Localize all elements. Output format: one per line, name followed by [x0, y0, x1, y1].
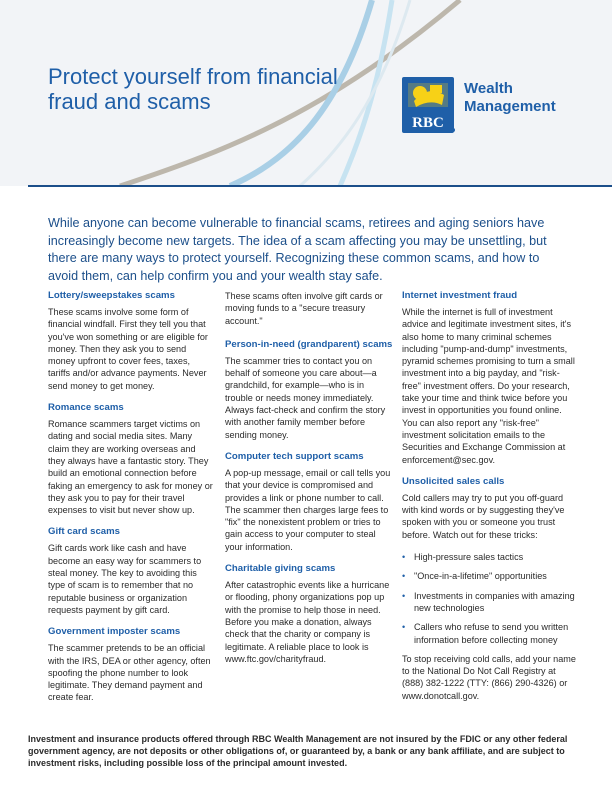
header-divider — [28, 185, 612, 187]
logo-text: RBC — [412, 115, 444, 131]
heading-internet-investment-fraud: Internet investment fraud — [402, 290, 518, 301]
page-title: Protect yourself from financial fraud and scams — [48, 64, 338, 114]
rbc-logo — [400, 77, 456, 135]
body-internet-investment-fraud: While the internet is full of investment advice and legitimate investment sites, it's also home to many criminal schemes including "pump-and-dump" investments, pyramid schemes promising to turn a small investment into a big payday, and "risk-free" investment offers. Do your research, take your time and think twice before you invest in opportunities you found online. You can also report any "risk-free" investment solicitation emails to the Securities and Exchange Commission at enforcement@sec.gov. — [402, 307, 575, 465]
body-government-imposter-scams: The scammer pretends to be an official with the IRS, DEA or other agency, often spoofing the phone number to look legitimate. They demand payment and create fear. — [48, 643, 211, 703]
disclaimer: Investment and insurance products offered through RBC Wealth Management are not insured by the FDIC or any other federal government agency, are not deposits or other obligations of, or guaranteed by, a bank or any bank affiliate, and are subject to investment risks, including possible loss of the principal amount invested. — [28, 734, 568, 768]
column-3 — [402, 290, 577, 712]
list-item: • Investments in companies with amazing new technologies — [402, 590, 577, 615]
list-item: • "Once-in-a-lifetime" opportunities — [402, 570, 577, 582]
heading-person-in-need-scams: Person-in-need (grandparent) scams — [225, 338, 393, 350]
body-gift-card-scams: Gift cards work like cash and have become an easy way for scammers to steal money. The key to avoiding this type of scam is to remember that no reputable business or organization requests payment by gift card. — [48, 543, 202, 615]
body-lottery-scams: These scams involve some form of financial windfall. First they tell you that you've won something or are eligible for money. Then they ask you to send money upfront to cover fees, taxes, tariffs and/or advance payments. Never send money to get money. — [48, 307, 208, 391]
tricks-list — [402, 551, 577, 646]
list-item: • Callers who refuse to send you written information before collecting money — [402, 621, 577, 646]
body-government-continued: These scams often involve gift cards or moving funds to a "secure treasury account." — [225, 291, 383, 326]
body-person-in-need-scams: The scammer tries to contact you on behalf of someone you care about—a grandchild, for example—who is in trouble or needs money immediately. Always fact-check and confirm the story with another family member before sending money. — [225, 355, 386, 440]
heading-government-imposter-scams: Government imposter scams — [48, 626, 181, 638]
heading-lottery-scams: Lottery/sweepstakes scams — [48, 290, 175, 301]
brand-name-line1: Wealth — [464, 80, 513, 97]
body-romance-scams: Romance scammers target victims on dating and social media sites. Many claim they are working overseas and they always have a fantastic story. They build an emotional connection before faking an emergency to ask for money or they ask you to pay for their travel expenses to visit but never show up. — [48, 419, 213, 516]
body-tech-support-scams: A pop-up message, email or call tells you that your device is compromised and provides a link or phone number to call. The scammer then charges large fees to "fix" the nonexistent problem or tries to gain access to your computer to steal your information. — [225, 467, 391, 552]
column-2 — [225, 290, 393, 675]
heading-romance-scams: Romance scams — [48, 402, 124, 414]
body-charitable-giving-scams: After catastrophic events like a hurricane or flooding, phony organizations pop up with the promise to help those in need. Before you make a donation, always check that the charity or company is legitimate. A reliable place to look is www.ftc.gov/charityfraud. — [225, 580, 390, 664]
list-item: • High-pressure sales tactics — [402, 551, 577, 563]
column-1 — [48, 290, 214, 714]
heading-gift-card-scams: Gift card scams — [48, 526, 120, 538]
heading-tech-support-scams: Computer tech support scams — [225, 450, 364, 462]
heading-charitable-giving-scams: Charitable giving scams — [225, 563, 336, 575]
heading-unsolicited-sales-calls: Unsolicited sales calls — [402, 475, 505, 487]
body-do-not-call: To stop receiving cold calls, add your name to the National Do Not Call Registry at (888) 382-1222 (TTY: (866) 290-4326) or www.donotcall.gov. — [402, 653, 576, 701]
brand-name — [464, 80, 584, 116]
intro-paragraph: While anyone can become vulnerable to financial scams, retirees and aging seniors have increasingly become new targets. The idea of a scam affecting you may be unsettling, but there are many ways to protect yourself. Recognizing these common scams, and how to avoid them, can help confirm you and your wealth stay safe. — [48, 216, 547, 283]
brand-name-line2: Management — [464, 98, 556, 115]
body-unsolicited-sales-calls: Cold callers may try to put you off-guard with kind words or by suggesting they've spoken with you or someone you trust before. Watch out for these tricks: — [402, 492, 565, 540]
